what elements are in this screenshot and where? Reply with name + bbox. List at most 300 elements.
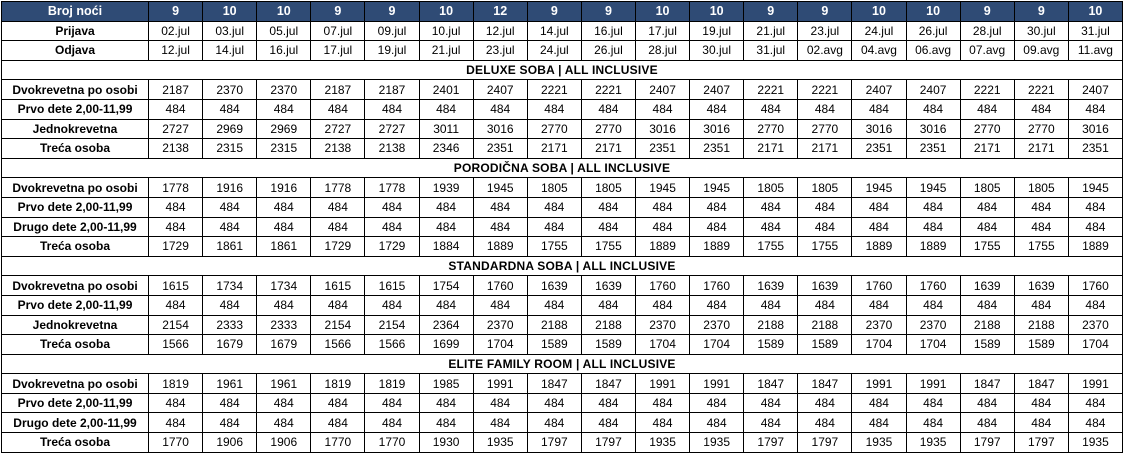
- value-cell: 16.jul: [257, 41, 311, 61]
- value-cell: 1991: [635, 374, 689, 394]
- value-cell: 484: [744, 99, 798, 119]
- value-cell: 2370: [257, 80, 311, 100]
- value-cell: 484: [960, 217, 1014, 237]
- value-cell: 2315: [203, 139, 257, 159]
- value-cell: 484: [257, 413, 311, 433]
- value-cell: 484: [149, 413, 203, 433]
- value-cell: 1991: [852, 374, 906, 394]
- value-cell: 31.jul: [744, 41, 798, 61]
- value-cell: 1819: [311, 374, 365, 394]
- value-cell: 2171: [581, 139, 635, 159]
- value-cell: 1884: [419, 237, 473, 257]
- value-cell: 484: [203, 295, 257, 315]
- value-cell: 484: [906, 393, 960, 413]
- value-cell: 1916: [203, 178, 257, 198]
- value-cell: 1889: [473, 237, 527, 257]
- value-cell: 9: [960, 2, 1014, 22]
- value-cell: 484: [419, 393, 473, 413]
- value-cell: 1770: [149, 433, 203, 453]
- value-cell: 1935: [473, 433, 527, 453]
- value-cell: 2770: [744, 119, 798, 139]
- value-cell: 2188: [527, 315, 581, 335]
- price-row: [2, 374, 1123, 394]
- row-label: Dvokrevetna po osobi: [2, 276, 149, 296]
- value-cell: 2188: [744, 315, 798, 335]
- value-cell: 3011: [419, 119, 473, 139]
- value-cell: 28.jul: [635, 41, 689, 61]
- value-cell: 1566: [149, 335, 203, 355]
- value-cell: 2171: [798, 139, 852, 159]
- value-cell: 1939: [419, 178, 473, 198]
- value-cell: 1889: [1068, 237, 1122, 257]
- value-cell: 484: [311, 295, 365, 315]
- section-title: STANDARDNA SOBA | ALL INCLUSIVE: [2, 256, 1123, 276]
- value-cell: 9: [798, 2, 852, 22]
- value-cell: 1760: [473, 276, 527, 296]
- value-cell: 2351: [473, 139, 527, 159]
- value-cell: 24.jul: [527, 41, 581, 61]
- value-cell: 1589: [581, 335, 635, 355]
- price-table-body: [2, 2, 1123, 453]
- value-cell: 2154: [311, 315, 365, 335]
- value-cell: 03.jul: [203, 21, 257, 41]
- value-cell: 2351: [906, 139, 960, 159]
- value-cell: 484: [852, 413, 906, 433]
- value-cell: 1847: [744, 374, 798, 394]
- value-cell: 2370: [203, 80, 257, 100]
- value-cell: 1945: [635, 178, 689, 198]
- value-cell: 1935: [906, 433, 960, 453]
- value-cell: 484: [581, 197, 635, 217]
- section-title: ELITE FAMILY ROOM | ALL INCLUSIVE: [2, 354, 1123, 374]
- value-cell: 484: [581, 217, 635, 237]
- value-cell: 07.avg: [960, 41, 1014, 61]
- value-cell: 1699: [419, 335, 473, 355]
- value-cell: 1861: [257, 237, 311, 257]
- value-cell: 10: [1068, 2, 1122, 22]
- value-cell: 04.avg: [852, 41, 906, 61]
- row-label: Prvo dete 2,00-11,99: [2, 99, 149, 119]
- value-cell: 1778: [149, 178, 203, 198]
- value-cell: 484: [581, 295, 635, 315]
- value-cell: 1755: [960, 237, 1014, 257]
- value-cell: 06.avg: [906, 41, 960, 61]
- value-cell: 3016: [1068, 119, 1122, 139]
- header-row: [2, 2, 1123, 22]
- value-cell: 1760: [690, 276, 744, 296]
- value-cell: 2138: [365, 139, 419, 159]
- value-cell: 2171: [744, 139, 798, 159]
- value-cell: 1847: [527, 374, 581, 394]
- value-cell: 484: [581, 99, 635, 119]
- value-cell: 1639: [960, 276, 1014, 296]
- value-cell: 1906: [257, 433, 311, 453]
- value-cell: 484: [690, 217, 744, 237]
- value-cell: 484: [419, 295, 473, 315]
- value-cell: 2370: [690, 315, 744, 335]
- value-cell: 484: [690, 295, 744, 315]
- value-cell: 2221: [581, 80, 635, 100]
- value-cell: 1704: [852, 335, 906, 355]
- value-cell: 1755: [744, 237, 798, 257]
- value-cell: 1819: [365, 374, 419, 394]
- row-label: Treća osoba: [2, 433, 149, 453]
- value-cell: 2364: [419, 315, 473, 335]
- value-cell: 484: [1014, 99, 1068, 119]
- section-title-row: [2, 256, 1123, 276]
- value-cell: 484: [203, 413, 257, 433]
- value-cell: 1760: [906, 276, 960, 296]
- row-label: Treća osoba: [2, 335, 149, 355]
- value-cell: 1679: [203, 335, 257, 355]
- value-cell: 484: [798, 99, 852, 119]
- value-cell: 1760: [1068, 276, 1122, 296]
- value-cell: 484: [527, 217, 581, 237]
- value-cell: 484: [473, 217, 527, 237]
- value-cell: 14.jul: [203, 41, 257, 61]
- value-cell: 2407: [906, 80, 960, 100]
- value-cell: 9: [527, 2, 581, 22]
- value-cell: 484: [149, 217, 203, 237]
- value-cell: 484: [960, 413, 1014, 433]
- value-cell: 10: [690, 2, 744, 22]
- value-cell: 1615: [365, 276, 419, 296]
- value-cell: 2770: [798, 119, 852, 139]
- value-cell: 484: [744, 295, 798, 315]
- value-cell: 1615: [149, 276, 203, 296]
- value-cell: 484: [149, 295, 203, 315]
- value-cell: 1639: [744, 276, 798, 296]
- value-cell: 484: [419, 197, 473, 217]
- value-cell: 2188: [960, 315, 1014, 335]
- value-cell: 484: [365, 99, 419, 119]
- value-cell: 1755: [527, 237, 581, 257]
- price-row: [2, 178, 1123, 198]
- value-cell: 484: [149, 197, 203, 217]
- value-cell: 1797: [960, 433, 1014, 453]
- value-cell: 10: [257, 2, 311, 22]
- value-cell: 1945: [473, 178, 527, 198]
- value-cell: 484: [690, 197, 744, 217]
- section-title-row: [2, 60, 1123, 80]
- price-row: [2, 295, 1123, 315]
- value-cell: 30.jul: [1014, 21, 1068, 41]
- row-label: Prvo dete 2,00-11,99: [2, 295, 149, 315]
- value-cell: 10: [635, 2, 689, 22]
- value-cell: 484: [1014, 393, 1068, 413]
- value-cell: 484: [906, 99, 960, 119]
- value-cell: 2171: [1014, 139, 1068, 159]
- value-cell: 09.avg: [1014, 41, 1068, 61]
- value-cell: 1961: [257, 374, 311, 394]
- value-cell: 484: [690, 99, 744, 119]
- value-cell: 1778: [311, 178, 365, 198]
- value-cell: 484: [852, 217, 906, 237]
- value-cell: 1991: [1068, 374, 1122, 394]
- value-cell: 1797: [798, 433, 852, 453]
- value-cell: 2770: [527, 119, 581, 139]
- value-cell: 1797: [744, 433, 798, 453]
- date-row: [2, 41, 1123, 61]
- value-cell: 484: [798, 413, 852, 433]
- value-cell: 484: [906, 413, 960, 433]
- row-label: Treća osoba: [2, 139, 149, 159]
- row-label: Odjava: [2, 41, 149, 61]
- value-cell: 2969: [203, 119, 257, 139]
- value-cell: 2188: [581, 315, 635, 335]
- value-cell: 484: [257, 217, 311, 237]
- value-cell: 05.jul: [257, 21, 311, 41]
- value-cell: 1985: [419, 374, 473, 394]
- value-cell: 484: [527, 99, 581, 119]
- value-cell: 1770: [365, 433, 419, 453]
- value-cell: 484: [473, 393, 527, 413]
- value-cell: 2407: [1068, 80, 1122, 100]
- value-cell: 484: [311, 217, 365, 237]
- row-label: Jednokrevetna: [2, 119, 149, 139]
- value-cell: 2315: [257, 139, 311, 159]
- value-cell: 1805: [581, 178, 635, 198]
- value-cell: 1935: [690, 433, 744, 453]
- value-cell: 484: [257, 197, 311, 217]
- value-cell: 1945: [690, 178, 744, 198]
- value-cell: 484: [1068, 295, 1122, 315]
- value-cell: 484: [365, 393, 419, 413]
- value-cell: 484: [960, 99, 1014, 119]
- value-cell: 1861: [203, 237, 257, 257]
- value-cell: 1889: [906, 237, 960, 257]
- value-cell: 484: [419, 99, 473, 119]
- price-table: [1, 1, 1123, 453]
- value-cell: 10: [852, 2, 906, 22]
- value-cell: 1847: [798, 374, 852, 394]
- value-cell: 484: [690, 393, 744, 413]
- value-cell: 2370: [852, 315, 906, 335]
- value-cell: 28.jul: [960, 21, 1014, 41]
- value-cell: 2407: [635, 80, 689, 100]
- value-cell: 484: [365, 197, 419, 217]
- value-cell: 484: [906, 197, 960, 217]
- value-cell: 484: [635, 197, 689, 217]
- value-cell: 484: [527, 393, 581, 413]
- value-cell: 2187: [311, 80, 365, 100]
- value-cell: 2187: [149, 80, 203, 100]
- value-cell: 484: [365, 217, 419, 237]
- value-cell: 1566: [365, 335, 419, 355]
- value-cell: 1589: [1014, 335, 1068, 355]
- value-cell: 1770: [311, 433, 365, 453]
- value-cell: 30.jul: [690, 41, 744, 61]
- price-row: [2, 197, 1123, 217]
- value-cell: 2727: [311, 119, 365, 139]
- value-cell: 9: [581, 2, 635, 22]
- value-cell: 2401: [419, 80, 473, 100]
- value-cell: 484: [1068, 393, 1122, 413]
- value-cell: 1847: [1014, 374, 1068, 394]
- value-cell: 484: [203, 99, 257, 119]
- value-cell: 1935: [1068, 433, 1122, 453]
- value-cell: 484: [203, 217, 257, 237]
- row-label: Drugo dete 2,00-11,99: [2, 413, 149, 433]
- value-cell: 2333: [203, 315, 257, 335]
- value-cell: 484: [906, 217, 960, 237]
- price-row: [2, 433, 1123, 453]
- value-cell: 1755: [1014, 237, 1068, 257]
- value-cell: 1935: [852, 433, 906, 453]
- date-row: [2, 21, 1123, 41]
- value-cell: 1805: [1014, 178, 1068, 198]
- value-cell: 07.jul: [311, 21, 365, 41]
- value-cell: 484: [1068, 99, 1122, 119]
- value-cell: 2221: [527, 80, 581, 100]
- value-cell: 484: [581, 393, 635, 413]
- value-cell: 1754: [419, 276, 473, 296]
- value-cell: 484: [203, 197, 257, 217]
- value-cell: 2370: [473, 315, 527, 335]
- value-cell: 2351: [852, 139, 906, 159]
- price-row: [2, 315, 1123, 335]
- value-cell: 484: [311, 413, 365, 433]
- value-cell: 1760: [852, 276, 906, 296]
- value-cell: 2370: [635, 315, 689, 335]
- value-cell: 2187: [365, 80, 419, 100]
- value-cell: 1805: [527, 178, 581, 198]
- value-cell: 9: [311, 2, 365, 22]
- value-cell: 484: [581, 413, 635, 433]
- price-row: [2, 393, 1123, 413]
- row-label: Prvo dete 2,00-11,99: [2, 393, 149, 413]
- value-cell: 1945: [852, 178, 906, 198]
- value-cell: 12: [473, 2, 527, 22]
- value-cell: 3016: [473, 119, 527, 139]
- value-cell: 23.jul: [473, 41, 527, 61]
- value-cell: 1945: [906, 178, 960, 198]
- value-cell: 1639: [527, 276, 581, 296]
- value-cell: 1704: [473, 335, 527, 355]
- value-cell: 3016: [635, 119, 689, 139]
- value-cell: 17.jul: [311, 41, 365, 61]
- value-cell: 1704: [690, 335, 744, 355]
- value-cell: 2221: [960, 80, 1014, 100]
- value-cell: 1991: [906, 374, 960, 394]
- value-cell: 2770: [960, 119, 1014, 139]
- value-cell: 484: [852, 295, 906, 315]
- value-cell: 1797: [581, 433, 635, 453]
- value-cell: 484: [960, 393, 1014, 413]
- value-cell: 23.jul: [798, 21, 852, 41]
- section-title: DELUXE SOBA | ALL INCLUSIVE: [2, 60, 1123, 80]
- value-cell: 484: [635, 413, 689, 433]
- value-cell: 16.jul: [581, 21, 635, 41]
- value-cell: 1847: [960, 374, 1014, 394]
- price-row: [2, 119, 1123, 139]
- value-cell: 1729: [311, 237, 365, 257]
- value-cell: 09.jul: [365, 21, 419, 41]
- value-cell: 1935: [635, 433, 689, 453]
- value-cell: 484: [419, 217, 473, 237]
- value-cell: 484: [798, 217, 852, 237]
- value-cell: 1729: [365, 237, 419, 257]
- value-cell: 1679: [257, 335, 311, 355]
- price-row: [2, 413, 1123, 433]
- value-cell: 2333: [257, 315, 311, 335]
- value-cell: 1755: [581, 237, 635, 257]
- value-cell: 2138: [149, 139, 203, 159]
- value-cell: 9: [1014, 2, 1068, 22]
- price-row: [2, 335, 1123, 355]
- value-cell: 1945: [1068, 178, 1122, 198]
- value-cell: 1778: [365, 178, 419, 198]
- value-cell: 484: [311, 393, 365, 413]
- value-cell: 484: [365, 295, 419, 315]
- value-cell: 2154: [149, 315, 203, 335]
- value-cell: 21.jul: [419, 41, 473, 61]
- section-title-row: [2, 158, 1123, 178]
- value-cell: 1589: [744, 335, 798, 355]
- value-cell: 2770: [581, 119, 635, 139]
- value-cell: 1760: [635, 276, 689, 296]
- value-cell: 484: [635, 393, 689, 413]
- value-cell: 484: [1068, 197, 1122, 217]
- value-cell: 02.avg: [798, 41, 852, 61]
- row-label: Treća osoba: [2, 237, 149, 257]
- value-cell: 2171: [527, 139, 581, 159]
- value-cell: 2154: [365, 315, 419, 335]
- value-cell: 2221: [744, 80, 798, 100]
- value-cell: 2770: [1014, 119, 1068, 139]
- value-cell: 484: [744, 393, 798, 413]
- price-row: [2, 139, 1123, 159]
- value-cell: 2407: [473, 80, 527, 100]
- value-cell: 484: [203, 393, 257, 413]
- price-row: [2, 276, 1123, 296]
- value-cell: 2969: [257, 119, 311, 139]
- value-cell: 1797: [527, 433, 581, 453]
- value-cell: 2370: [1068, 315, 1122, 335]
- row-label: Drugo dete 2,00-11,99: [2, 217, 149, 237]
- value-cell: 484: [635, 217, 689, 237]
- value-cell: 1615: [311, 276, 365, 296]
- value-cell: 1729: [149, 237, 203, 257]
- value-cell: 1566: [311, 335, 365, 355]
- value-cell: 3016: [690, 119, 744, 139]
- value-cell: 1589: [960, 335, 1014, 355]
- price-row: [2, 80, 1123, 100]
- value-cell: 1906: [203, 433, 257, 453]
- value-cell: 1639: [798, 276, 852, 296]
- value-cell: 484: [906, 295, 960, 315]
- value-cell: 2727: [149, 119, 203, 139]
- value-cell: 484: [744, 413, 798, 433]
- value-cell: 484: [257, 295, 311, 315]
- value-cell: 19.jul: [365, 41, 419, 61]
- value-cell: 2171: [960, 139, 1014, 159]
- value-cell: 1704: [1068, 335, 1122, 355]
- value-cell: 24.jul: [852, 21, 906, 41]
- value-cell: 484: [798, 197, 852, 217]
- row-label: Dvokrevetna po osobi: [2, 374, 149, 394]
- value-cell: 2351: [690, 139, 744, 159]
- value-cell: 1734: [203, 276, 257, 296]
- value-cell: 14.jul: [527, 21, 581, 41]
- value-cell: 484: [1014, 413, 1068, 433]
- value-cell: 3016: [852, 119, 906, 139]
- value-cell: 1819: [149, 374, 203, 394]
- value-cell: 1847: [581, 374, 635, 394]
- value-cell: 2351: [635, 139, 689, 159]
- value-cell: 484: [744, 197, 798, 217]
- value-cell: 1704: [635, 335, 689, 355]
